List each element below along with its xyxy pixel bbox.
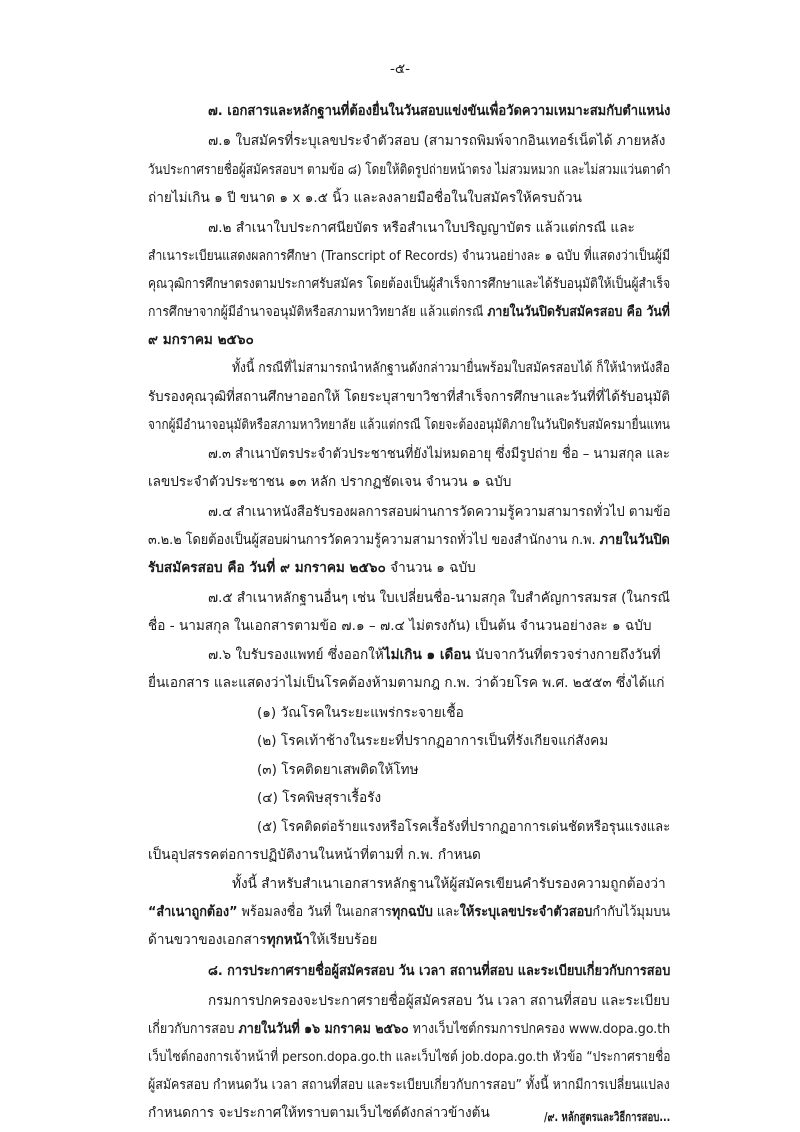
- note-line2-c: กำกับไว้มุมบน: [592, 904, 671, 920]
- note-exam-number: ให้ระบุเลขประจำตัวสอบ: [459, 904, 593, 920]
- p75-line1: ๗.๕ สำเนาหลักฐานอื่นๆ เช่น ใบเปลี่ยนชื่อ-นามสกุล ใบสำคัญการสมรส (ในกรณี: [208, 590, 671, 606]
- p72-line4-deadline: ภายในวันปิดรับสมัครสอบ คือ วันที่: [487, 304, 670, 320]
- p71-line1: ๗.๑ ใบสมัครที่ระบุเลขประจำตัวสอบ (สามารถพิมพ์จากอินเทอร์เน็ตได้ ภายหลัง: [208, 133, 666, 149]
- note-line2-a: พร้อมลงชื่อ วันที่ ในเอกสาร: [237, 904, 392, 920]
- s8-line5: กำหนดการ จะประกาศให้ทราบตามเว็บไซต์ดังกล่าวข้างต้น: [148, 1105, 490, 1121]
- p72-line4-text: การศึกษาจากผู้มีอำนาจอนุมัติหรือสภามหาวิทยาลัย แล้วแต่กรณี: [148, 304, 488, 320]
- disease-item-5-cont: เป็นอุปสรรคต่อการปฏิบัติงานในหน้าที่ตามที่ ก.พ. กำหนด: [148, 847, 481, 863]
- p74-line3-deadline: รับสมัครสอบ คือ วันที่ ๙ มกราคม ๒๕๖๐: [148, 560, 386, 576]
- p72b-line1: ทั้งนี้ กรณีที่ไม่สามารถนำหลักฐานดังกล่าวมายื่นพร้อมใบสมัครสอบได้ ก็ให้นำหนังสือ: [232, 360, 670, 376]
- p72-line3: คุณวุฒิการศึกษาตรงตามประกาศรับสมัคร โดยต้องเป็นผู้สำเร็จการศึกษาและได้รับอนุมัติให้เป็นผู้สำเร็จ: [148, 276, 671, 292]
- p72b-line2: รับรองคุณวุฒิที่สถานศึกษาออกให้ โดยระบุสาขาวิชาที่สำเร็จการศึกษาและวันที่ที่ได้รับอนุมัติ: [148, 389, 671, 405]
- section7-heading: ๗. เอกสารและหลักฐานที่ต้องยื่นในวันสอบแข่งขันเพื่อวัดความเหมาะสมกับตำแหน่ง: [208, 103, 671, 119]
- s8-line3: เว็บไซต์กองการเจ้าหน้าที่ person.dopa.go.th และเว็บไซต์ job.dopa.go.th หัวข้อ “ประกาศรายชื่อ: [148, 1049, 671, 1065]
- note-line2: [148, 901, 670, 923]
- s8-line2-b: ทางเว็บไซต์กรมการปกครอง www.dopa.go.th: [408, 1021, 671, 1037]
- s8-announce-date: ภายในวันที่ ๑๖ มกราคม ๒๕๖๐: [238, 1021, 409, 1037]
- note-certified-copy: “สำเนาถูกต้อง”: [148, 904, 238, 920]
- p71-line3: ถ่ายไม่เกิน ๑ ปี ขนาด ๑ x ๑.๕ นิ้ว และลงลายมือชื่อในใบสมัครให้ครบถ้วน: [148, 190, 582, 206]
- note-every-copy: ทุกฉบับ: [391, 904, 433, 920]
- note-line1: ทั้งนี้ สำหรับสำเนาเอกสารหลักฐานให้ผู้สมัครเขียนคำรับรองความถูกต้องว่า: [232, 876, 666, 892]
- p73-line2: เลขประจำตัวประชาชน ๑๓ หลัก ปรากฏชัดเจน จำนวน ๑ ฉบับ: [148, 474, 512, 490]
- p73-line1: ๗.๓ สำเนาบัตรประจำตัวประชาชนที่ยังไม่หมดอายุ ซึ่งมีรูปถ่าย ชื่อ – นามสกุล และ: [208, 446, 670, 462]
- disease-item-3: (๓) โรคติดยาเสพติดให้โทษ: [257, 762, 419, 778]
- p76-line1-text-b: นับจากวันที่ตรวจร่างกายถึงวันที่: [470, 647, 661, 663]
- p72-line5-date: ๙ มกราคม ๒๕๖๐: [148, 332, 254, 348]
- p74-line2-text: ๓.๒.๒ โดยต้องเป็นผู้สอบผ่านการวัดความรู้ความสามารถทั่วไป ของสำนักงาน ก.พ.: [148, 532, 600, 548]
- p74-line1: ๗.๔ สำเนาหนังสือรับรองผลการสอบผ่านการวัดความรู้ความสามารถทั่วไป ตามข้อ: [208, 504, 671, 520]
- p76-line2: ยื่นเอกสาร และแสดงว่าไม่เป็นโรคต้องห้ามตามกฎ ก.พ. ว่าด้วยโรค พ.ศ. ๒๕๕๓ ซึ่งได้แก่: [148, 675, 665, 691]
- s8-line2-a: เกี่ยวกับการสอบ: [148, 1021, 239, 1037]
- s8-line2: [148, 1018, 670, 1040]
- note-every-page: ทุกหน้า: [266, 932, 310, 948]
- p72-line1: ๗.๒ สำเนาใบประกาศนียบัตร หรือสำเนาใบปริญญาบัตร แล้วแต่กรณี และ: [208, 220, 635, 236]
- note-line2-b: และ: [432, 904, 460, 920]
- disease-item-4: (๔) โรคพิษสุราเรื้อรัง: [257, 790, 382, 806]
- p72-line4: [148, 301, 670, 323]
- page-number: -๕-: [389, 61, 411, 77]
- p74-line2-deadline: ภายในวันปิด: [599, 532, 670, 548]
- disease-item-1: (๑) วัณโรคในระยะแพร่กระจายเชื้อ: [257, 705, 464, 721]
- disease-item-5: (๕) โรคติดต่อร้ายแรงหรือโรคเรื้อรังที่ปรากฏอาการเด่นชัดหรือรุนแรงและ: [257, 819, 671, 835]
- p71-line2: วันประกาศรายชื่อผู้สมัครสอบฯ ตามข้อ ๘) โดยให้ติดรูปถ่ายหน้าตรง ไม่สวมหมวก และไม่สวมแว่นตาดำ: [148, 162, 671, 178]
- note-line3-a: ด้านขวาของเอกสาร: [148, 932, 267, 948]
- p76-line1-limit: ไม่เกิน ๑ เดือน: [383, 647, 471, 663]
- s8-line4: ผู้สมัครสอบ กำหนดวัน เวลา สถานที่สอบ และระเบียบเกี่ยวกับการสอบ” ทั้งนี้ หากมีการเปลี่ยนแปลง: [148, 1077, 670, 1093]
- p76-line1: [208, 644, 661, 666]
- disease-item-2: (๒) โรคเท้าช้างในระยะที่ปรากฏอาการเป็นที่รังเกียจแก่สังคม: [257, 733, 609, 749]
- section8-heading: ๘. การประกาศรายชื่อผู้สมัครสอบ วัน เวลา สถานที่สอบ และระเบียบเกี่ยวกับการสอบ: [208, 963, 671, 979]
- p74-line3-text: จำนวน ๑ ฉบับ: [385, 560, 476, 576]
- p76-line1-text-a: ๗.๖ ใบรับรองแพทย์ ซึ่งออกให้: [208, 647, 384, 663]
- p72b-line3: จากผู้มีอำนาจอนุมัติหรือสภามหาวิทยาลัย แล้วแต่กรณี โดยจะต้องอนุมัติภายในวันปิดรับสมัครมายื่นแทน: [148, 417, 670, 433]
- p75-line2: ชื่อ - นามสกุล ในเอกสารตามข้อ ๗.๑ – ๗.๔ ไม่ตรงกัน) เป็นต้น จำนวนอย่างละ ๑ ฉบับ: [148, 618, 652, 634]
- p72-line2: สำเนาระเบียนแสดงผลการศึกษา (Transcript of Records) จำนวนอย่างละ ๑ ฉบับ ที่แสดงว่าเป็นผู้มี: [148, 248, 671, 264]
- p74-line3: [148, 557, 476, 579]
- p74-line2: [148, 529, 670, 551]
- s8-line1: กรมการปกครองจะประกาศรายชื่อผู้สมัครสอบ วัน เวลา สถานที่สอบ และระเบียบ: [208, 993, 670, 1009]
- note-line3: [148, 929, 377, 951]
- continuation-marker: /๙. หลักสูตรและวิธีการสอบ...: [544, 1106, 670, 1128]
- note-line3-b: ให้เรียบร้อย: [309, 932, 378, 948]
